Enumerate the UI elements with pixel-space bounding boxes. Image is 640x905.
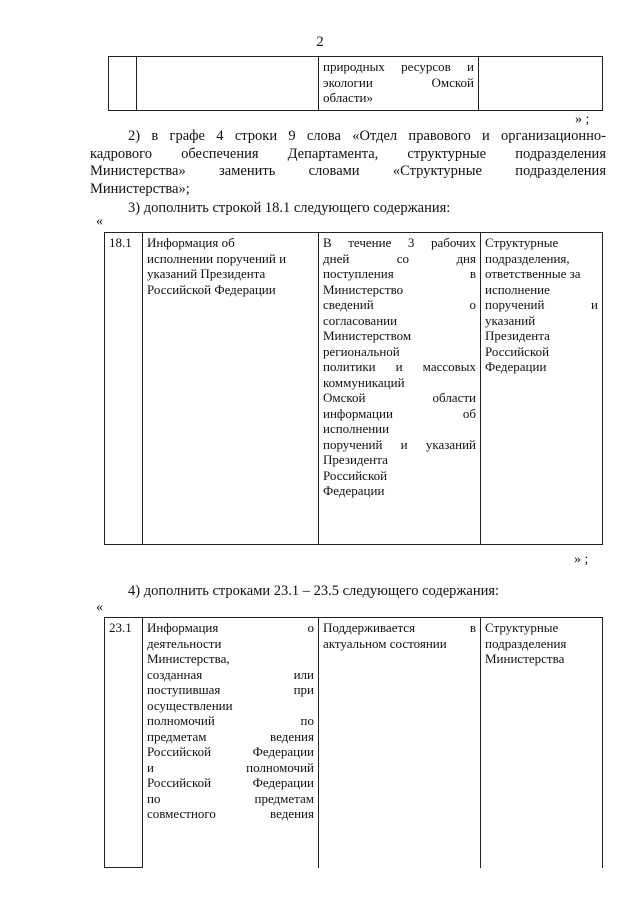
cell-line: Поддерживается в bbox=[323, 620, 476, 635]
cell-line: поручений и указаний bbox=[323, 436, 476, 452]
cell-line: подразделения bbox=[485, 635, 567, 651]
table-row bbox=[105, 618, 603, 868]
table-cell-name bbox=[143, 233, 319, 545]
cell-line: Президента bbox=[485, 328, 550, 343]
table-cell-num: 23.1 bbox=[105, 618, 143, 868]
cell-line: Омской области bbox=[323, 390, 476, 405]
table-cell-responsible bbox=[479, 57, 603, 111]
paragraph-item-3: 3) дополнить строкой 18.1 следующего содержания: bbox=[128, 200, 451, 216]
cell-line: информации об bbox=[323, 405, 476, 421]
cell-line: указаний Президента bbox=[147, 266, 266, 281]
cell-line: исполнение bbox=[485, 281, 550, 297]
cell-line: согласовании bbox=[323, 312, 398, 328]
opening-quote: « bbox=[96, 600, 103, 615]
cell-line: ответственные за bbox=[485, 266, 581, 281]
table-cell-num: 18.1 bbox=[105, 233, 143, 545]
cell-line: по предметам bbox=[147, 790, 314, 806]
cell-line: указаний bbox=[485, 312, 536, 328]
cell-line: области» bbox=[323, 90, 373, 105]
cell-line: Федерации bbox=[485, 359, 547, 374]
table-row-18-1 bbox=[104, 232, 603, 545]
cell-line: дней со дня bbox=[323, 250, 476, 266]
table-row bbox=[109, 57, 603, 111]
closing-quote: » ; bbox=[574, 552, 589, 567]
table-cell-responsible bbox=[481, 618, 603, 868]
cell-line: политики и массовых bbox=[323, 359, 476, 374]
table-row-23-1 bbox=[104, 617, 603, 868]
cell-line: сведений о bbox=[323, 297, 476, 312]
cell-line: поручений и bbox=[485, 297, 598, 312]
cell-line: исполнении поручений и bbox=[147, 250, 287, 266]
table-cell-term bbox=[319, 618, 481, 868]
cell-line: подразделения, bbox=[485, 250, 570, 266]
cell-line: экологии Омской bbox=[323, 74, 474, 90]
cell-line: Министерства bbox=[485, 651, 565, 666]
cell-line: Структурные bbox=[485, 620, 559, 635]
cell-line: актуальном состоянии bbox=[323, 635, 447, 651]
cell-line: региональной bbox=[323, 343, 400, 359]
paragraph-line: Министерства» заменить словами «Структурные подразделения bbox=[90, 163, 606, 179]
paragraph-line: кадрового обеспечения Департамента, структурные подразделения bbox=[90, 145, 606, 162]
cell-line: деятельности bbox=[147, 635, 222, 651]
cell-line: и полномочий bbox=[147, 759, 314, 775]
page-number: 2 bbox=[316, 34, 324, 50]
cell-line: Федерации bbox=[323, 483, 385, 498]
cell-line: Министерства, bbox=[147, 651, 230, 666]
cell-line: созданная или bbox=[147, 666, 314, 682]
cell-line: Российской bbox=[485, 343, 550, 359]
cell-line: Министерство bbox=[323, 281, 404, 297]
cell-line: природных ресурсов и bbox=[323, 59, 474, 74]
cell-line: Российской bbox=[323, 467, 388, 483]
closing-quote: » ; bbox=[575, 112, 590, 127]
cell-line: Информация об bbox=[147, 235, 235, 250]
cell-line: коммуникаций bbox=[323, 374, 405, 390]
top-table bbox=[108, 56, 603, 111]
table-row bbox=[105, 233, 603, 545]
table-cell-term bbox=[319, 233, 481, 545]
table-cell-term bbox=[319, 57, 479, 111]
paragraph-item-4: 4) дополнить строками 23.1 – 23.5 следующего содержания: bbox=[128, 583, 500, 599]
cell-line: исполнении bbox=[323, 421, 390, 436]
cell-line: В течение 3 рабочих bbox=[323, 235, 476, 250]
opening-quote: « bbox=[96, 214, 103, 229]
cell-line: Структурные bbox=[485, 235, 559, 250]
table-cell-responsible bbox=[481, 233, 603, 545]
cell-line: Российской Федерации bbox=[147, 281, 276, 297]
table-cell-name bbox=[137, 57, 319, 111]
table-cell-name bbox=[143, 618, 319, 868]
paragraph-line: 2) в графе 4 строки 9 слова «Отдел правового и организационно- bbox=[128, 128, 606, 144]
cell-line: предметам ведения bbox=[147, 728, 314, 744]
cell-line: полномочий по bbox=[147, 713, 314, 728]
cell-line: Информация о bbox=[147, 620, 314, 635]
cell-line: Российской Федерации bbox=[147, 744, 314, 759]
cell-line: осуществлении bbox=[147, 697, 233, 713]
table-cell-num bbox=[109, 57, 137, 111]
cell-line: поступившая при bbox=[147, 682, 314, 697]
cell-line: Министерством bbox=[323, 328, 412, 343]
cell-line: совместного ведения bbox=[147, 806, 314, 821]
paragraph-item-2 bbox=[90, 128, 606, 198]
paragraph-line: Министерства»; bbox=[90, 180, 190, 197]
cell-line: Российской Федерации bbox=[147, 775, 314, 790]
cell-line: Президента bbox=[323, 452, 388, 467]
cell-line: поступления в bbox=[323, 266, 476, 281]
